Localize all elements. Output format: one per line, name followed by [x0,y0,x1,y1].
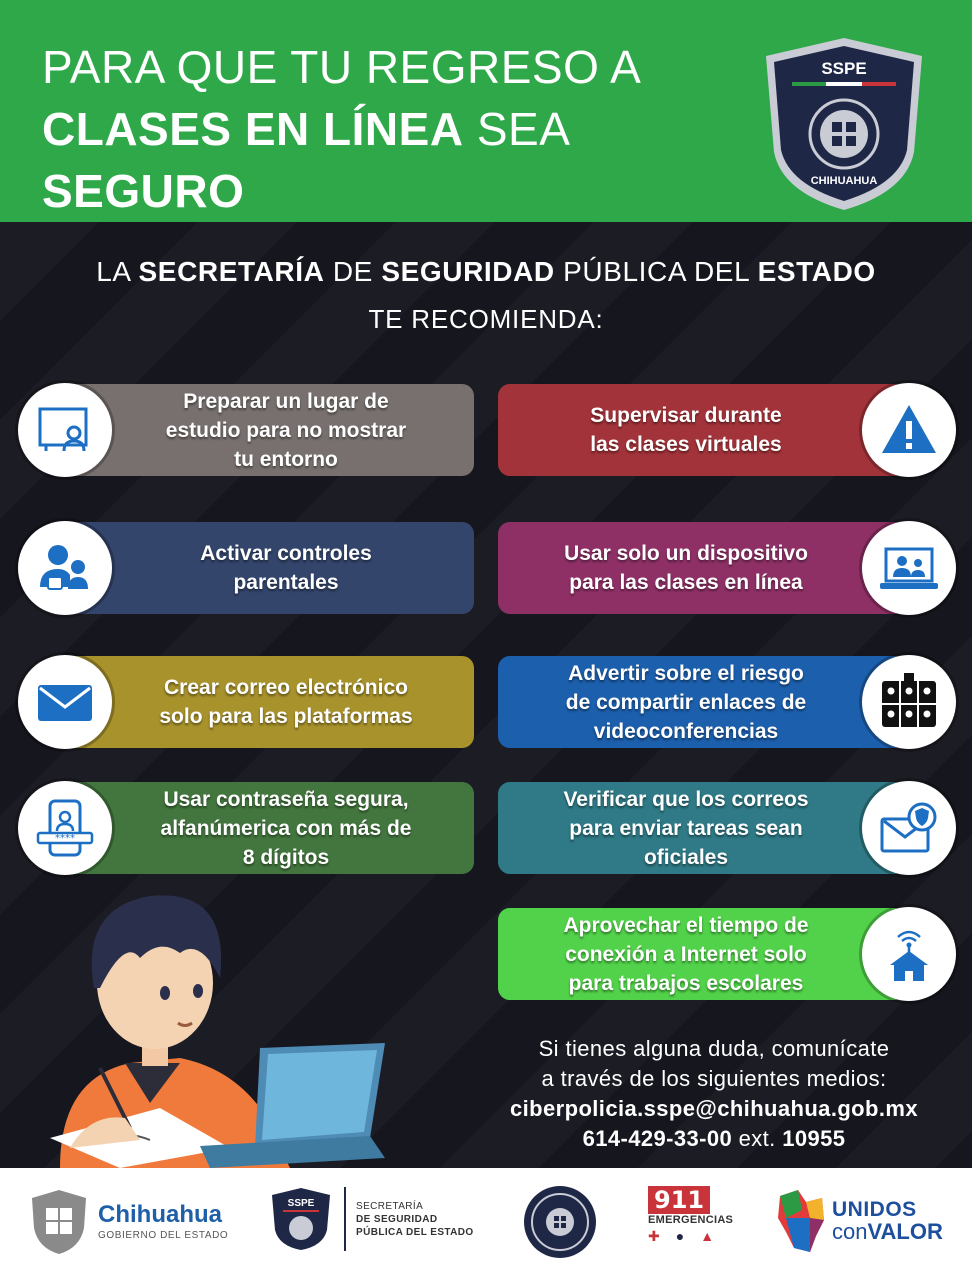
tip-card-parental-controls: Activar controles parentales [60,522,474,614]
subtitle: LA SECRETARÍA DE SEGURIDAD PÚBLICA DEL ESTADO [96,256,876,287]
emergencias-text: EMERGENCIAS [648,1214,734,1226]
warning-icon [878,399,940,461]
badge-top-text: SSPE [821,59,867,78]
emergency-911-logo [648,1186,733,1245]
tip-card-verify-mail: Verificar que los correos para enviar tareas sean oficiales [498,782,906,874]
tip-card-secure-password: Usar contraseña segura, alfanúmerica con más de 8 dígitos [60,782,474,874]
state-police-seal-icon [522,1184,598,1260]
video-conference-grid-icon [878,671,940,733]
badge-bottom-text: CHIHUAHUA [810,175,878,187]
svg-text:****: **** [55,833,75,844]
sspe-footer-logo [268,1186,474,1252]
contact-info [474,1034,954,1154]
con-valor-text: conVALOR [832,1219,943,1244]
footer-badge-text: SSPE [287,1198,315,1209]
secretaria-text: SECRETARÍA DE SEGURIDAD PÚBLICA DEL ESTADO [356,1200,474,1238]
tip-icon-circle [862,521,956,615]
tip-card-supervise: Supervisar durante las clases virtuales [498,384,906,476]
phone-password-icon [34,797,96,859]
title-line-3: SEGURO [42,165,245,217]
sspe-shield-icon [268,1186,334,1252]
parental-control-icon [34,537,96,599]
contact-phone[interactable]: 614-429-33-00 ext. 10955 [582,1126,846,1151]
tip-icon-circle [18,781,112,875]
tip-card-warn-links: Advertir sobre el riesgo de compartir enlaces de videoconferencias [498,656,906,748]
contact-line-1: Si tienes alguna duda, comunícate [538,1036,890,1061]
page-title [42,36,732,222]
tip-icon-circle [18,655,112,749]
fire-icon: ▲ [700,1228,715,1244]
state-map-icon [776,1188,828,1254]
envelope-icon [34,671,96,733]
contact-line-2: a través de los siguientes medios: [541,1066,887,1091]
state-seal-icon [28,1188,90,1256]
gobierno-text: GOBIERNO DEL ESTADO [98,1230,229,1241]
tip-icon-circle [862,907,956,1001]
chihuahua-text: Chihuahua [98,1201,222,1228]
911-number: 911 [648,1186,710,1214]
sspe-badge-logo [756,34,932,214]
subtitle-recommends: TE RECOMIENDA: [368,304,604,334]
unidos-con-valor-logo [776,1188,943,1254]
cross-icon: ✚ [648,1228,660,1244]
home-wifi-icon [878,923,940,985]
tip-card-create-email: Crear correo electrónico solo para las plataformas [60,656,474,748]
police-cap-icon: ● [675,1228,685,1244]
tip-card-internet-time: Aprovechar el tiempo de conexión a Internet solo para trabajos escolares [498,908,906,1000]
tip-icon-circle [862,655,956,749]
footer-logos [0,1168,972,1280]
tip-card-single-device: Usar solo un dispositivo para las clases en línea [498,522,906,614]
tip-icon-circle [18,383,112,477]
tip-icon-circle [18,521,112,615]
laptop-video-icon [878,537,940,599]
tip-icon-circle [862,383,956,477]
tip-icon-circle [862,781,956,875]
emergency-icons [648,1228,714,1245]
whiteboard-person-icon [34,399,96,461]
student-laptop-illustration [30,878,410,1168]
chihuahua-gov-logo [28,1188,228,1256]
header-banner [0,0,972,222]
title-line-2: CLASES EN LÍNEA SEA [42,103,571,155]
title-line-1: PARA QUE TU REGRESO A [42,41,642,93]
unidos-text: UNIDOS [832,1198,917,1221]
contact-email[interactable]: ciberpolicia.sspe@chihuahua.gob.mx [510,1096,918,1121]
secure-mail-icon [878,797,940,859]
tip-card-prepare-place: Preparar un lugar de estudio para no mostrar tu entorno [60,384,474,476]
